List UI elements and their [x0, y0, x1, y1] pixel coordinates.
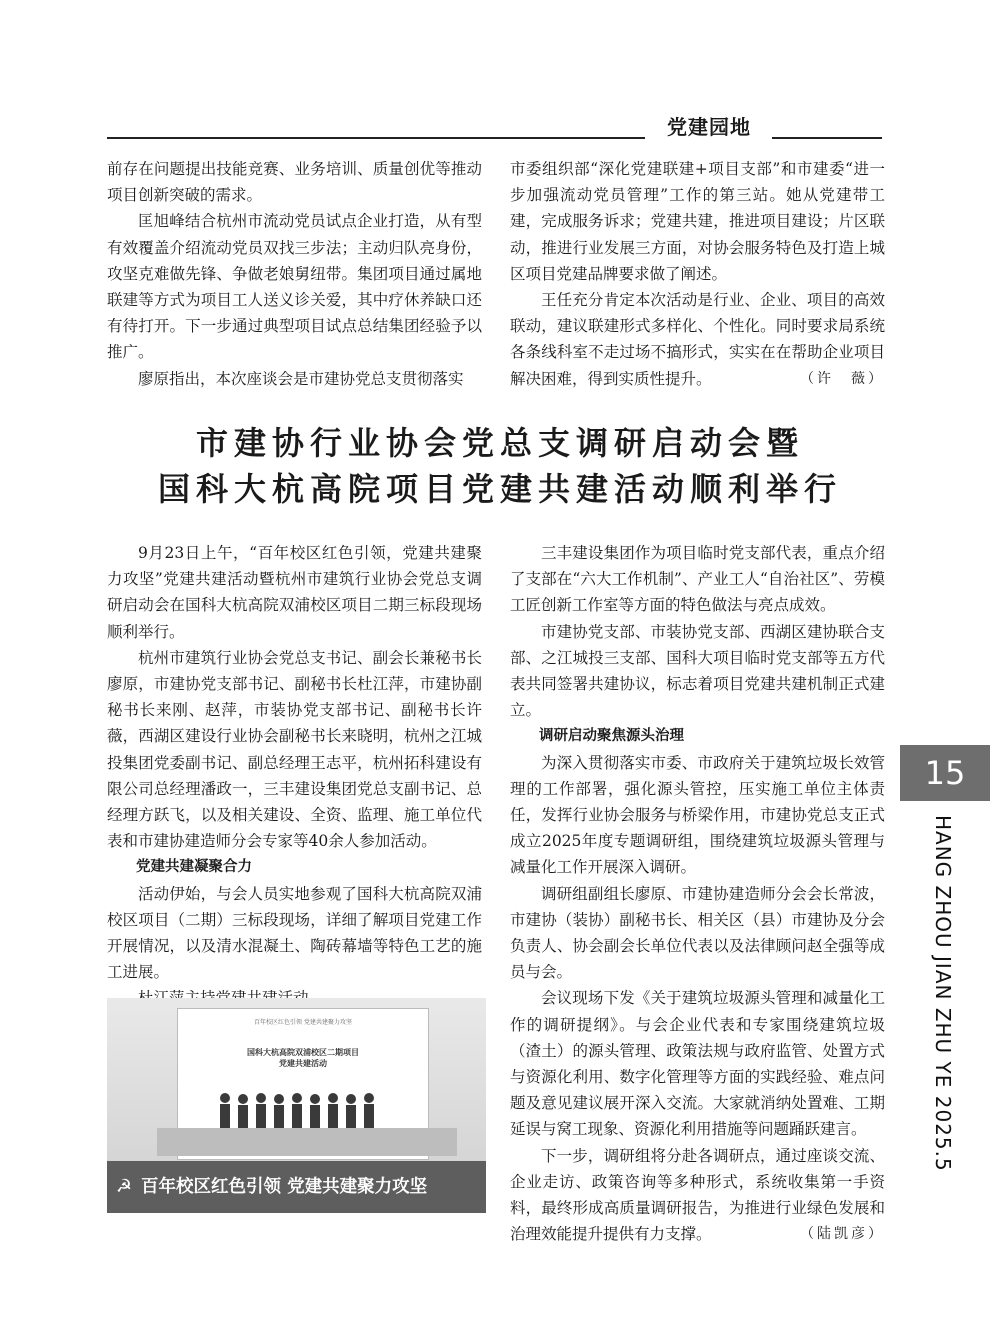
- paragraph: 为深入贯彻落实市委、市政府关于建筑垃圾长效管理的工作部署，强化源头管控，压实施工单位主体责任，发挥行业协会服务与桥梁作用，市建协党总支正式成立2025年度专题调研组，围绕建筑垃圾源头管理与减量化工作开展深入调研。: [510, 753, 885, 877]
- paragraph: 调研组副组长廖原、市建协建造师分会会长常波，市建协（装协）副秘书长、相关区（县）市建协及分会负责人、协会副会长单位代表以及法律顾问赵全强等成员与会。: [510, 884, 885, 982]
- paragraph: 杭州市建筑行业协会党总支书记、副会长兼秘书长廖原，市建协党支部书记、副秘书长杜江萍，市建协副秘书长来刚、赵萍，市装协党支部书记、副秘书长许薇，西湖区建设行业协会副秘书长来晓明，杭州之江城投集团党委副书记、副总经理王志平，杭州拓科建设有限公司总经理潘政一，三丰建设集团党总支副书记、总经理方跃飞，以及相关建设、全资、监理、施工单位代表和市建协建造师分会专家等40余人参加活动。: [107, 648, 482, 851]
- top-left-column: [107, 156, 482, 392]
- backdrop-title: [178, 1047, 428, 1069]
- paragraph: 9月23日上午，“百年校区红色引领，党建共建聚力攻坚”党建共建活动暨杭州市建筑行业协会党总支调研启动会在国科大杭高院双浦校区项目二期三标段现场顺利举行。: [107, 544, 482, 641]
- paragraph: 活动伊始，与会人员实地参观了国科大杭高院双浦校区项目（二期）三标段现场，详细了解项目党建工作开展情况，以及清水混凝土、陶砖幕墙等特色工艺的施工进展。: [107, 884, 482, 982]
- headline-line-2: 国科大杭高院项目党建共建活动顺利举行: [157, 470, 842, 508]
- subheading: 党建共建凝聚合力: [136, 859, 252, 876]
- paragraph: 市委组织部“深化党建联建+项目支部”和市建委“进一步加强流动党员管理”工作的第三站。她从党建带工建，完成服务诉求；党建共建，推进项目建设；片区联动，推进行业发展三方面，对协会服务特色及打造上城区项目党建品牌要求做了阐述。: [510, 160, 885, 283]
- journal-name: HANG ZHOU JIAN ZHU YE 2025.5: [931, 815, 955, 1172]
- subheading: 调研启动聚焦源头治理: [539, 728, 684, 745]
- paragraph-text: 王任充分肯定本次活动是行业、企业、项目的高效联动，建议联建形式多样化、个性化。同时要求局系统各条线科室不走过场不搞形式，实实在在帮助企业项目解决困难，得到实质性提升。: [510, 291, 885, 388]
- page-number: 15: [900, 745, 990, 801]
- paragraph: [510, 1143, 885, 1248]
- article-right-column: [510, 540, 885, 1247]
- paragraph: 匡旭峰结合杭州市流动党员试点企业打造，从有型有效覆盖介绍流动党员双找三步法；主动归队亮身份，攻坚克难做先锋、争做老娘舅纽带。集团项目通过属地联建等方式为项目工人送义诊关爱，其中疗休养缺口还有待打开。下一步通过典型项目试点总结集团经验予以推广。: [107, 212, 482, 362]
- paragraph: 前存在问题提出技能竞赛、业务培训、质量创优等推动项目创新突破的需求。: [107, 160, 482, 205]
- paragraph-text: 下一步，调研组将分赴各调研点，通过座谈交流、企业走访、政策咨询等多种形式，系统收集第一手资料，最终形成高质量调研报告，为推进行业绿色发展和治理效能提升提供有力支撑。: [510, 1146, 885, 1244]
- section-title: 党建园地: [667, 115, 751, 139]
- party-emblem-icon: ☭: [115, 1176, 133, 1197]
- paragraph: 市建协党支部、市装协党支部、西湖区建协联合支部、之江城投三支部、国科大项目临时党支部等五方代表共同签署共建协议，标志着项目党建共建机制正式建立。: [510, 622, 885, 720]
- model-table: [157, 1128, 457, 1156]
- header-rule-left: [107, 137, 645, 139]
- backdrop-slogan: 百年校区红色引领 党建共建聚力攻坚: [254, 1019, 352, 1026]
- paragraph: 廖原指出，本次座谈会是市建协党总支贯彻落实: [138, 369, 464, 388]
- event-photo: [107, 998, 486, 1213]
- banner-slogan: 百年校区红色引领 党建共建聚力攻坚: [141, 1177, 428, 1197]
- header-rule-right: [772, 137, 882, 139]
- backdrop-title-line-2: 党建共建活动: [279, 1059, 327, 1068]
- headline-line-1: 市建协行业协会党总支调研启动会暨: [195, 424, 804, 462]
- paragraph: 三丰建设集团作为项目临时党支部代表，重点介绍了支部在“六大工作机制”、产业工人“自治社区”、劳模工匠创新工作室等方面的特色做法与亮点成效。: [510, 544, 885, 615]
- article-left-column: [107, 540, 482, 1012]
- article-headline: [110, 420, 890, 512]
- author-byline: （许 薇）: [800, 370, 885, 387]
- paragraph: [510, 287, 885, 392]
- event-banner: [107, 1161, 486, 1213]
- author-byline: （陆凯彦）: [800, 1226, 885, 1243]
- backdrop-title-line-1: 国科大杭高院双浦校区二期项目: [247, 1048, 359, 1057]
- top-right-column: [510, 156, 885, 392]
- paragraph: 会议现场下发《关于建筑垃圾源头管理和减量化工作的调研提纲》。与会企业代表和专家围绕建筑垃圾（渣土）的源头管理、政策法规与政府监管、处置方式与资源化利用、数字化管理等方面的实践经验、难点问题及意见建议展开深入交流。大家就消纳处置难、工期延误与窝工现象、资源化利用措施等问题踊跃建言。: [510, 989, 885, 1139]
